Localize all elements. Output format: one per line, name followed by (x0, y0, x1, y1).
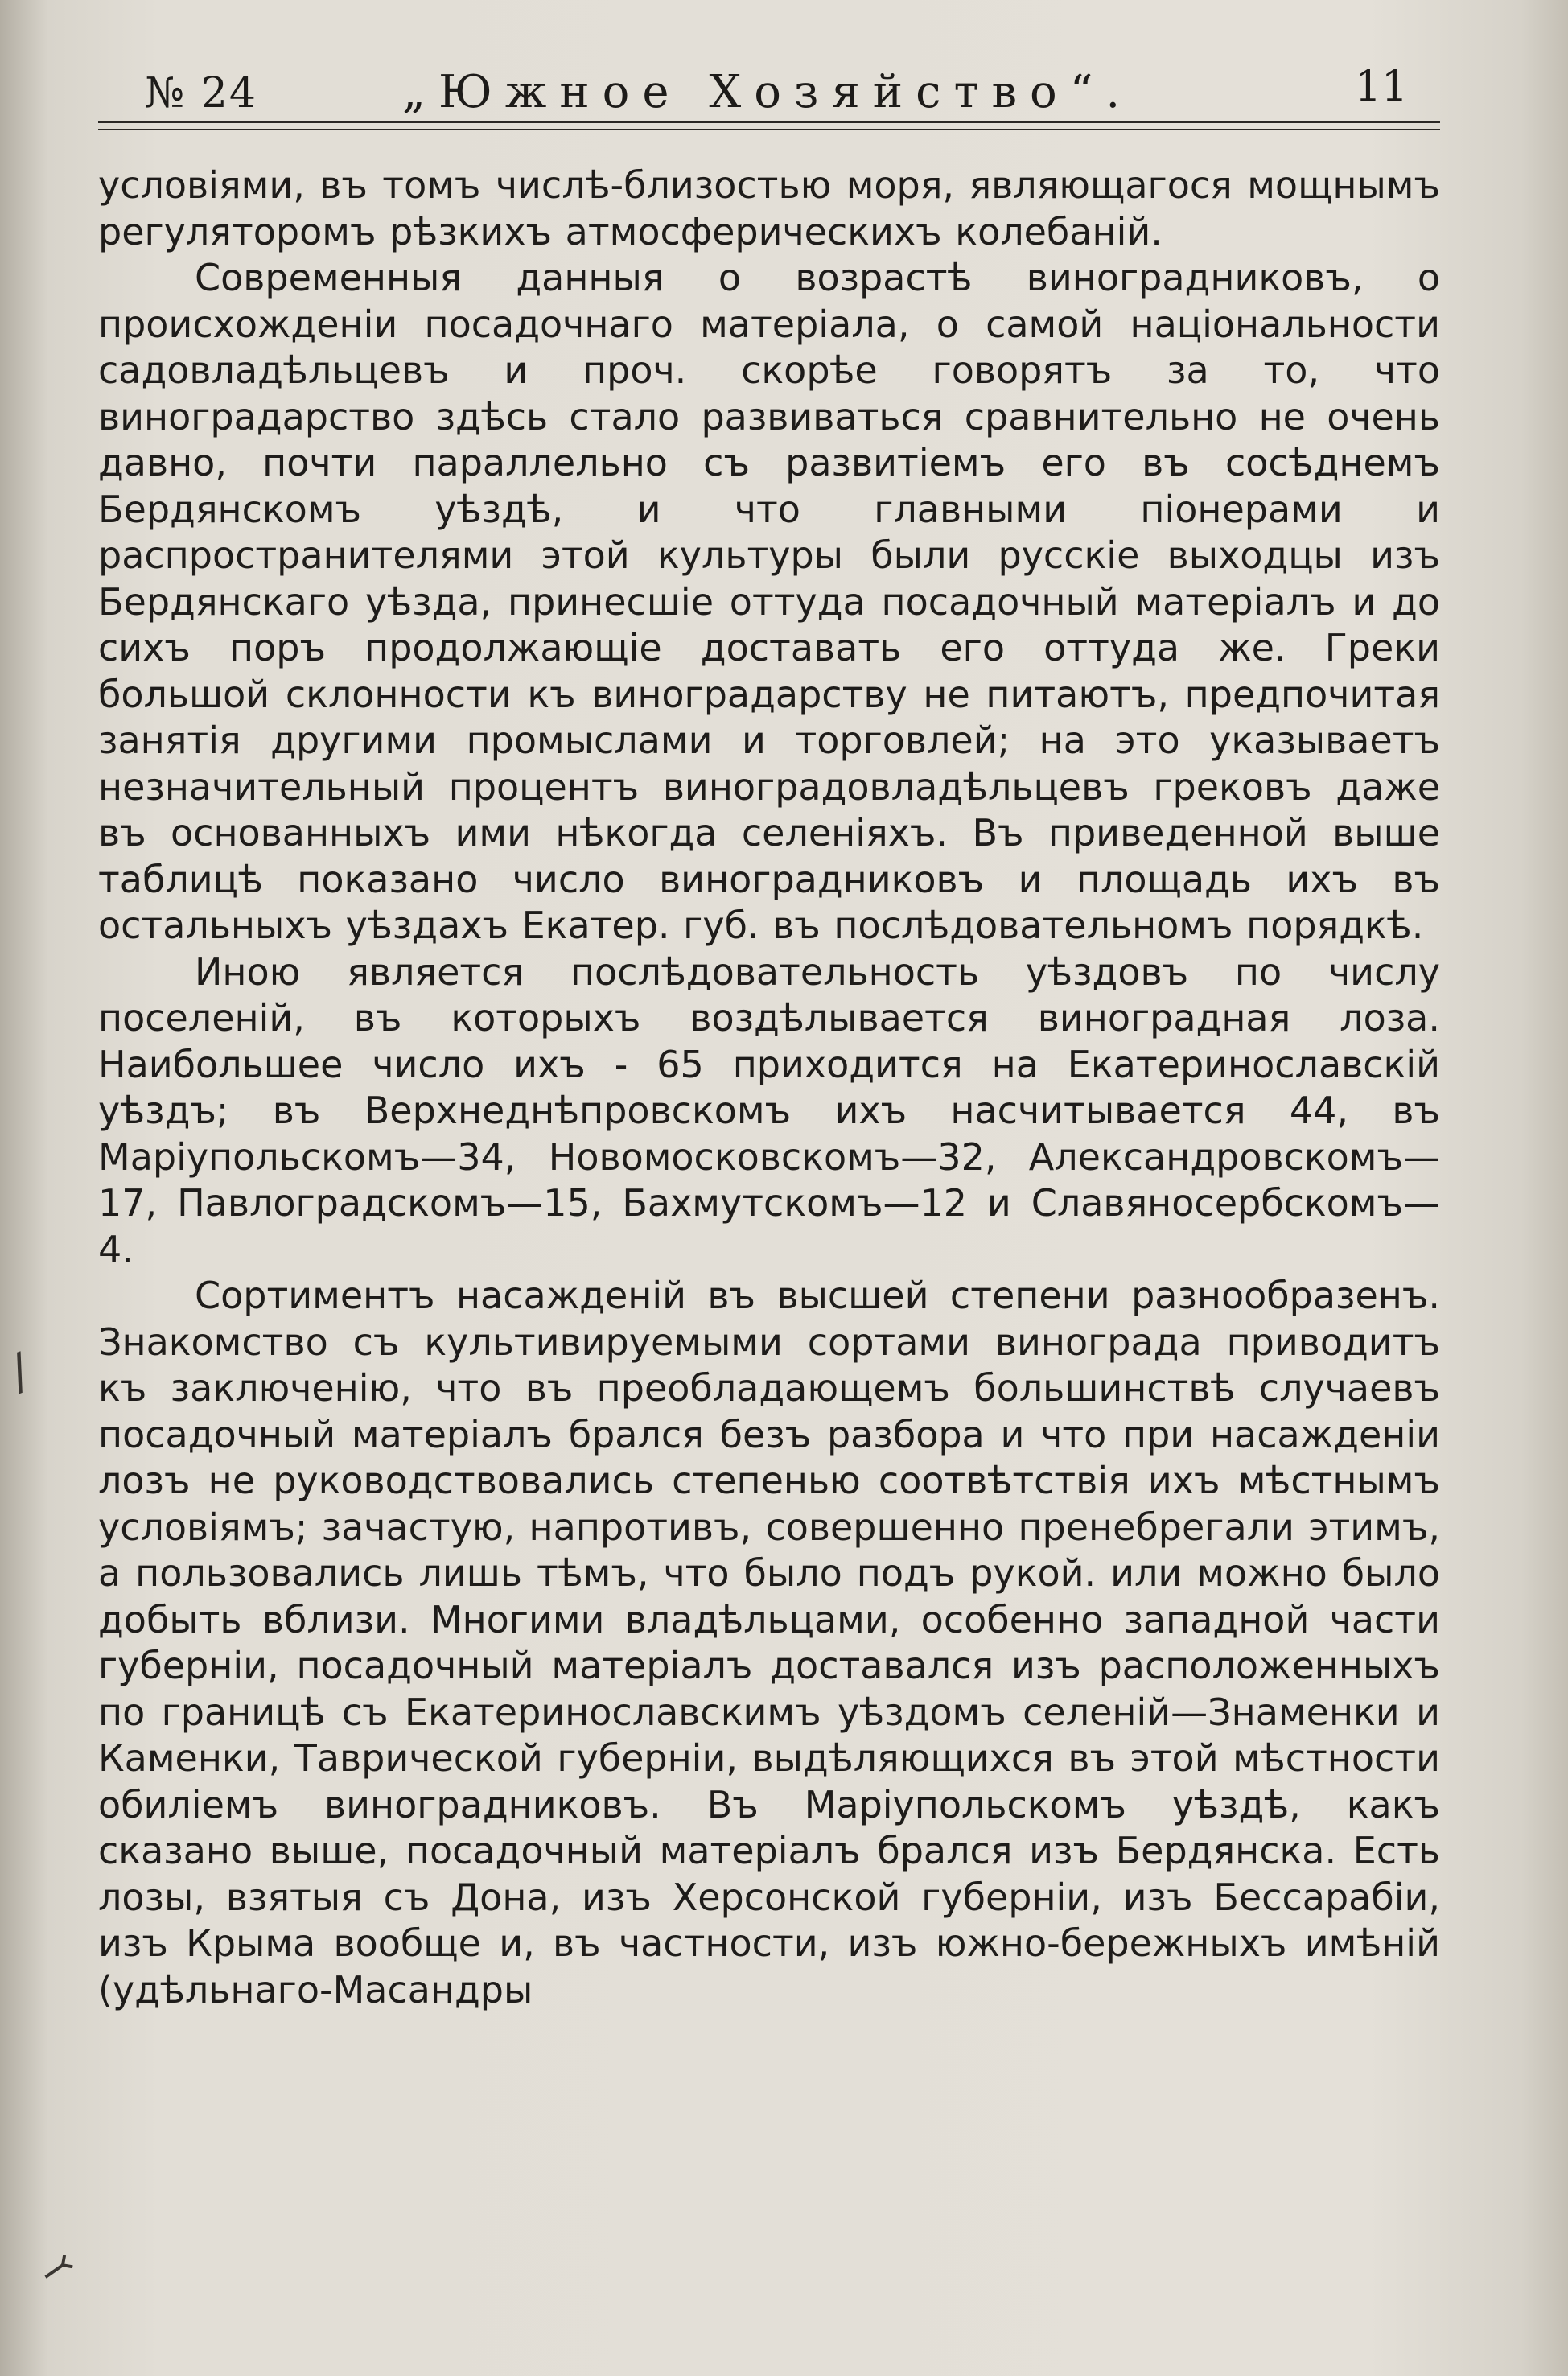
article-body (98, 163, 1440, 2013)
header-rule-thin (98, 129, 1440, 130)
page-number: 11 (1354, 63, 1408, 111)
paragraph-1: условіями, въ томъ числѣ-близостью моря, являющагося мощнымъ регуляторомъ рѣзкихъ атмосферическихъ колебаній. (98, 163, 1440, 253)
header-rule-thick (98, 121, 1440, 123)
issue-number: № 24 (145, 69, 257, 117)
page-header (137, 63, 1440, 127)
paragraph-2: Современныя данныя о возрастѣ виноградниковъ, о происхожденіи посадочнаго матеріала, о самой національности садовладѣльцевъ и проч. скорѣе говорятъ за то, что виноградарство здѣсь стало развиваться сравнительно не очень давно, почти параллельно съ развитіемъ его въ сосѣднемъ Бердянскомъ уѣздѣ, и что главными піонерами и распространителями этой культуры были русскіе выходцы изъ Бердянскаго уѣзда, принесшіе оттуда посадочный матеріалъ и до сихъ поръ продолжающіе доставать его оттуда же. Греки большой склонности къ виноградарству не питаютъ, предпочитая занятія другими промыслами и торговлей; на это указываетъ незначительный процентъ виноградовладѣльцевъ грековъ даже въ основанныхъ ими нѣкогда селеніяхъ. Въ приведенной выше таблицѣ показано число виноградниковъ и площадь ихъ въ остальныхъ уѣздахъ Екатер. губ. въ послѣдовательномъ порядкѣ. (98, 256, 1440, 947)
margin-pen-mark-icon: / (2, 1342, 37, 1402)
paragraph-3: Иною является послѣдовательность уѣздовъ по числу поселеній, въ которыхъ воздѣлывается виноградная лоза. Наибольшее число ихъ - 65 приходится на Екатеринославскій уѣздъ; въ Верхнеднѣпровскомъ ихъ насчитывается 44, въ Маріупольскомъ—34, Новомосковскомъ—32, Александровскомъ—17, Павлоградскомъ—15, Бахмутскомъ—12 и Славяносербскомъ—4. (98, 949, 1440, 1271)
journal-title: „Южное Хозяйство“. (402, 66, 1134, 118)
paragraph-4: Сортиментъ насажденій въ высшей степени разнообразенъ. Знакомство съ культивируемыми сортами винограда приводитъ къ заключенію, что въ преобладающемъ большинствѣ случаевъ посадочный матеріалъ брался безъ разбора и что при насажденіи лозъ не руководствовались степенью соотвѣтствія ихъ мѣстнымъ условіямъ; зачастую, напротивъ, совершенно пренебрегали этимъ, а пользовались лишь тѣмъ, что было подъ рукой. или можно было добыть вблизи. Многими владѣльцами, особенно западной части губерніи, посадочный матеріалъ доставался изъ расположенныхъ по границѣ съ Екатеринославскимъ уѣздомъ селеній—Знаменки и Каменки, Таврической губерніи, выдѣляющихся въ этой мѣстности обиліемъ виноградниковъ. Въ Маріупольскомъ уѣздѣ, какъ сказано выше, посадочный матеріалъ брался изъ Бердянска. Есть лозы, взятыя съ Дона, изъ Херсонской губерніи, изъ Бессарабіи, изъ Крыма вообще и, въ частности, изъ южно-бережныхъ имѣній (удѣльнаго-Масандры (98, 1274, 1440, 2012)
margin-pen-scribble-icon: ⤙ (30, 2239, 84, 2297)
